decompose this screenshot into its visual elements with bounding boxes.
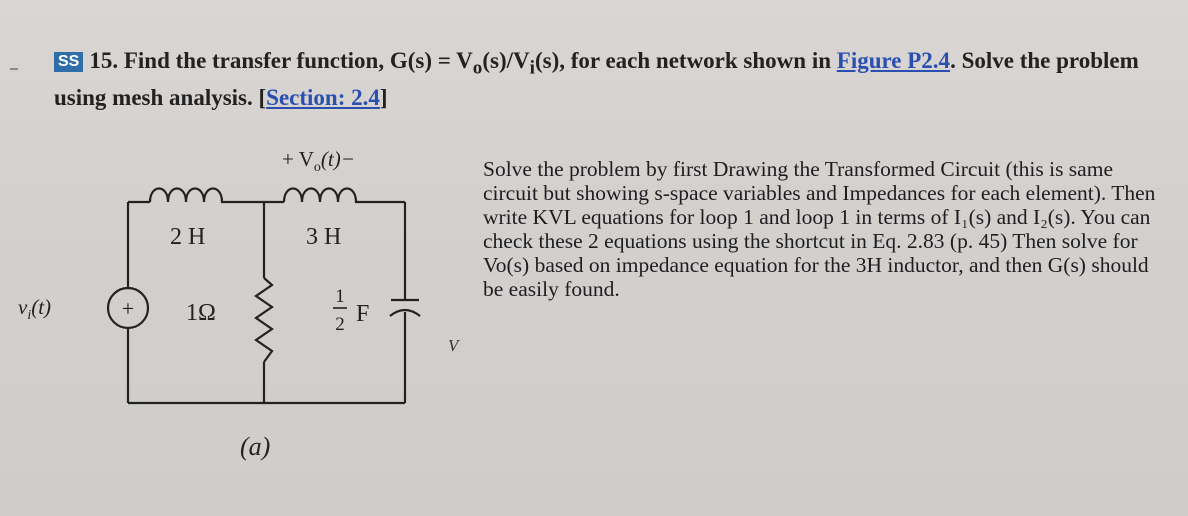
figure-caption: (a) — [240, 432, 271, 461]
vo-label: + $V_o(t)-$ — [282, 147, 355, 175]
source-plus-sign: + — [121, 296, 135, 321]
ss-badge[interactable]: SS — [54, 52, 83, 72]
capacitor-unit: F — [356, 301, 370, 327]
inductor-3h — [284, 189, 366, 203]
problem-text-2: (s)/V — [482, 48, 530, 73]
capacitor-numerator: 1 — [335, 286, 345, 307]
resistor-1ohm — [256, 278, 272, 362]
circuit-diagram — [0, 140, 470, 470]
resistor-label: 1Ω — [186, 300, 216, 326]
problem-statement — [54, 46, 1174, 112]
problem-sub-i: i — [529, 57, 535, 79]
capacitor-denominator: 2 — [335, 314, 345, 335]
inductor-2h-label: 2 H — [170, 224, 206, 250]
side-v-label: V — [448, 336, 459, 355]
problem-text-4: . Solve the problem using mesh analysis. [ — [54, 48, 1139, 110]
problem-text-1: Find the transfer function, G(s) = V — [123, 48, 473, 73]
problem-close: ] — [379, 84, 388, 110]
figure-link[interactable]: Figure P2.4 — [836, 48, 951, 73]
problem-number: 15. — [89, 48, 119, 73]
margin-dash — [10, 68, 18, 70]
problem-text-3: (s), for each network shown in — [534, 48, 837, 73]
inductor-3h-label: 3 H — [306, 224, 342, 250]
instruction-note: Solve the problem by first Drawing the Transformed Circuit (this is same circuit but showing s-space variables and Impedances for each element). Then write KVL equations for loop 1 and loop 1 in terms of I₁(s) and I₂(s). You can check these 2 equations using the shortcut in Eq. 2.83 (p. 45) Then solve for Vo(s) based on impedance equation for the 3H inductor, and then G(s) should be easily found. — [483, 157, 1156, 301]
section-link[interactable]: Section: 2.4 — [266, 84, 380, 110]
problem-sub-o: o — [472, 57, 483, 79]
inductor-2h — [150, 189, 228, 203]
vi-label: $v_i(t)$ — [18, 295, 52, 323]
